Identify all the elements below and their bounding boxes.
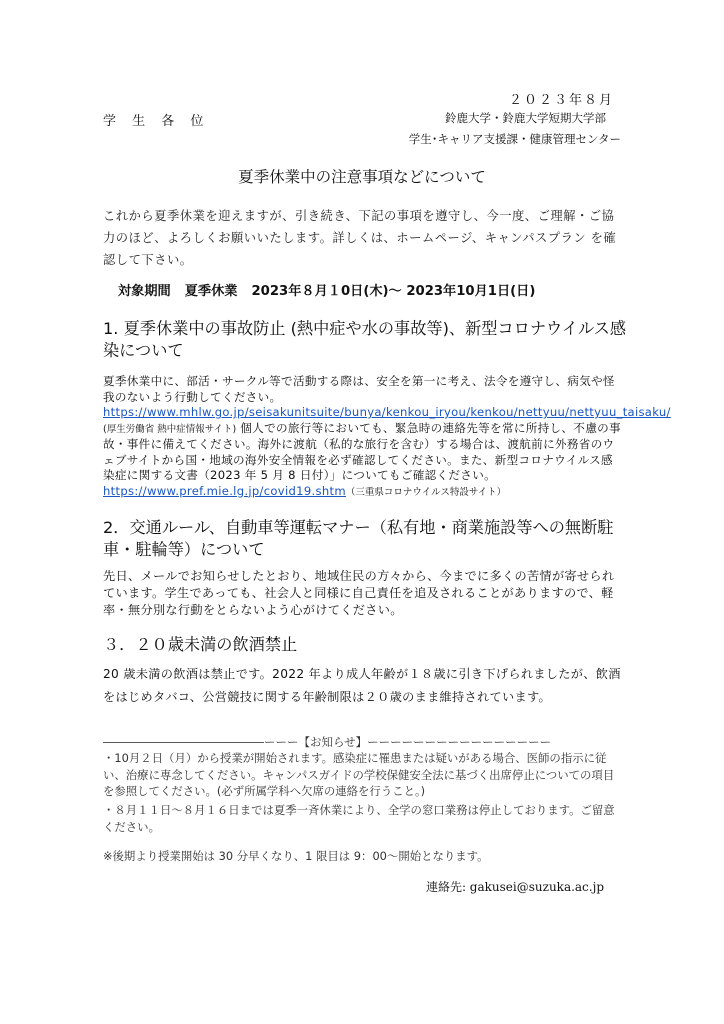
- section2-heading: 2．交通ルール、自動車等運転マナー（私有地・商業施設等への無断駐車・駐輪等）について: [103, 518, 614, 559]
- notice-item-2: ・８月１１日～８月１６日までは夏季一斉休業により、全学の窓口業務は停止しております。ご留意ください。: [103, 803, 615, 834]
- section3-heading: ３．２０歳未満の飲酒禁止: [103, 635, 298, 654]
- target-period: [118, 280, 535, 299]
- mie-covid-link[interactable]: https://www.pref.mie.lg.jp/covid19.shtm: [103, 483, 346, 498]
- intro-paragraph: これから夏季休業を迎えますが、引き続き、下記の事項を遵守し、今一度、ご理解・ご協力のほど、よろしくお願いいたします。詳しくは、ホームページ、キャンパスプラン を確認して下さい。: [103, 209, 617, 267]
- section1-body: [103, 374, 671, 500]
- contact-email: 連絡先: gakusei@suzuka.ac.jp: [425, 880, 604, 894]
- document-date: ２０２３年８月: [508, 93, 614, 108]
- university-name: 鈴鹿大学・鈴鹿大学短期大学部: [445, 111, 606, 125]
- document-title: 夏季休業中の注意事項などについて: [238, 168, 486, 186]
- section2-body: 先日、メールでお知らせしたとおり、地域住民の方々から、今までに多くの苦情が寄せられています。学生であっても、社会人と同様に自己責任を追及されることがありますので、軽率・無分別な行動をとらないよう心がけてください。: [103, 569, 615, 617]
- section3-body: 20 歳未満の飲酒は禁止です。2022 年より成人年齢が１８歳に引き下げられましたが、飲酒をはじめタバコ、公営競技に関する年齢制限は２０歳のまま維持されています。: [103, 667, 621, 704]
- department-name: 学生･キャリア支援課・健康管理センター: [408, 132, 621, 146]
- section1-heading: 1. 夏季休業中の事故防止 (熱中症や水の事故等)、新型コロナウイルス感染について: [103, 319, 627, 360]
- notice-item-1: ・10月２日（月）から授業が開始されます。感染症に罹患または疑いがある場合、医師の指示に従い、治療に専念してください。キャンパスガイドの学校保健安全法に基づく出席停止についての項目を参照してください。(必ず所属学科へ欠席の連絡を行うこと。): [103, 751, 615, 798]
- notice-item-3: ※後期より授業開始は 30 分早くなり、1 限目は 9：00～開始となります。: [103, 849, 489, 863]
- notice-divider: ――――――――――――――ーーー【お知らせ】ーーーーーーーーーーーーーーーー: [103, 735, 552, 749]
- period-range: 2023年８月１0日(木)～ 2023年10月1日(日): [251, 284, 536, 299]
- mhlw-link[interactable]: https://www.mhlw.go.jp/seisakunitsuite/bunya/kenkou_iryou/kenkou/nettyuu/nettyuu_taisaku/: [103, 405, 671, 419]
- mhlw-link-note: (厚生労働省 熱中症情報サイト): [103, 423, 237, 435]
- period-name: 夏季休業: [184, 284, 238, 299]
- addressee: 学 生 各 位: [103, 114, 210, 129]
- period-label: 対象期間: [118, 284, 171, 299]
- section1-text-a: 夏季休業中に、部活・サークル等で活動する際は、安全を第一に考え、法令を遵守し、病気や怪我のないよう行動してください。: [103, 374, 615, 404]
- section1-text-b: 個人での旅行等においても、緊急時の連絡先等を常に所持し、不慮の事故・事件に備えてください。海外に渡航（私的な旅行を含む）する場合は、渡航前に外務省のウェブサイトから国・地域の海外安全情報を必ず確認してください。また、新型コロナウイルス感染症に関する文書（2023 年 5 月 8 日付）」についてもご確認ください。: [103, 420, 621, 482]
- mie-link-note: （三重県コロナウイルス特設サイト）: [345, 486, 507, 498]
